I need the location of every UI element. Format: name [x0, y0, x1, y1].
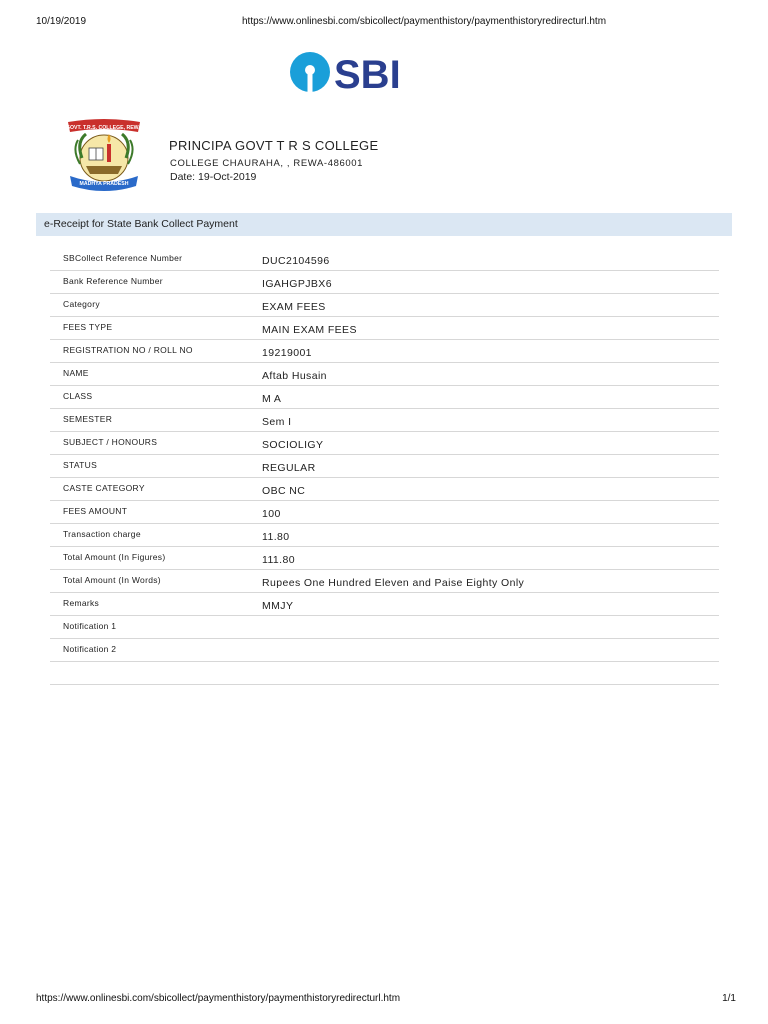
crest-bottom-text: MADHYA PRADESH [79, 181, 129, 187]
table-row [50, 409, 719, 432]
row-value: MAIN EXAM FEES [262, 324, 357, 336]
print-url-footer: https://www.onlinesbi.com/sbicollect/paymenthistory/paymenthistoryredirecturl.htm [36, 993, 401, 1004]
row-label: Bank Reference Number [63, 276, 163, 286]
row-label: Notification 1 [63, 621, 117, 631]
row-label: STATUS [63, 460, 98, 470]
receipt-title: e-Receipt for State Bank Collect Payment [44, 218, 238, 230]
college-name: PRINCIPA GOVT T R S COLLEGE [169, 138, 379, 153]
row-value: OBC NC [262, 485, 306, 497]
table-row [50, 570, 719, 593]
row-label: FEES TYPE [63, 322, 113, 332]
sbi-keyhole-icon [290, 52, 330, 92]
table-row [50, 363, 719, 386]
receipt-date: Date: 19-Oct-2019 [170, 171, 257, 183]
row-value: 11.80 [262, 531, 290, 543]
row-label: FEES AMOUNT [63, 506, 128, 516]
table-row [50, 639, 719, 662]
row-value: M A [262, 393, 282, 405]
row-label: CLASS [63, 391, 93, 401]
row-value: SOCIOLIGY [262, 439, 324, 451]
table-row [50, 386, 719, 409]
table-row [50, 593, 719, 616]
sbi-logo-text: SBI [334, 53, 401, 94]
row-label: Total Amount (In Figures) [63, 552, 166, 562]
table-row [50, 271, 719, 294]
row-value: MMJY [262, 600, 294, 612]
table-row [50, 501, 719, 524]
receipt-title-bar [36, 213, 732, 236]
college-address: COLLEGE CHAURAHA, , REWA-486001 [170, 158, 363, 169]
row-label: Remarks [63, 598, 100, 608]
row-label: CASTE CATEGORY [63, 483, 145, 493]
row-label: Notification 2 [63, 644, 117, 654]
row-label: Category [63, 299, 100, 309]
row-value: Rupees One Hundred Eleven and Paise Eighty Only [262, 577, 525, 589]
table-end-divider [50, 662, 719, 685]
receipt-table [50, 248, 719, 685]
row-label: SEMESTER [63, 414, 113, 424]
row-value: Aftab Husain [262, 370, 327, 382]
table-row [50, 340, 719, 363]
print-url-header: https://www.onlinesbi.com/sbicollect/paymenthistory/paymenthistoryredirecturl.htm [242, 16, 607, 27]
table-row [50, 248, 719, 271]
row-value: DUC2104596 [262, 255, 330, 267]
print-date: 10/19/2019 [36, 16, 87, 27]
row-label: REGISTRATION NO / ROLL NO [63, 345, 193, 355]
row-value: EXAM FEES [262, 301, 326, 313]
row-label: SBCollect Reference Number [63, 253, 183, 263]
table-row [50, 294, 719, 317]
row-value: 111.80 [262, 554, 295, 566]
table-row [50, 524, 719, 547]
table-row [50, 478, 719, 501]
row-value: Sem I [262, 416, 292, 428]
row-label: SUBJECT / HONOURS [63, 437, 158, 447]
college-crest-icon [62, 118, 146, 194]
sbi-logo [288, 50, 418, 94]
table-row [50, 616, 719, 639]
row-label: Total Amount (In Words) [63, 575, 161, 585]
crest-top-text: GOVT. T.R.S. COLLEGE, REWA [65, 125, 143, 131]
row-value: IGAHGPJBX6 [262, 278, 332, 290]
print-page-number: 1/1 [722, 993, 736, 1004]
table-row [50, 547, 719, 570]
table-row [50, 455, 719, 478]
row-label: Transaction charge [63, 529, 141, 539]
table-row [50, 432, 719, 455]
row-value: REGULAR [262, 462, 316, 474]
row-label: NAME [63, 368, 89, 378]
row-value: 19219001 [262, 347, 312, 359]
row-value: 100 [262, 508, 281, 520]
table-row [50, 317, 719, 340]
college-crest [62, 118, 146, 194]
